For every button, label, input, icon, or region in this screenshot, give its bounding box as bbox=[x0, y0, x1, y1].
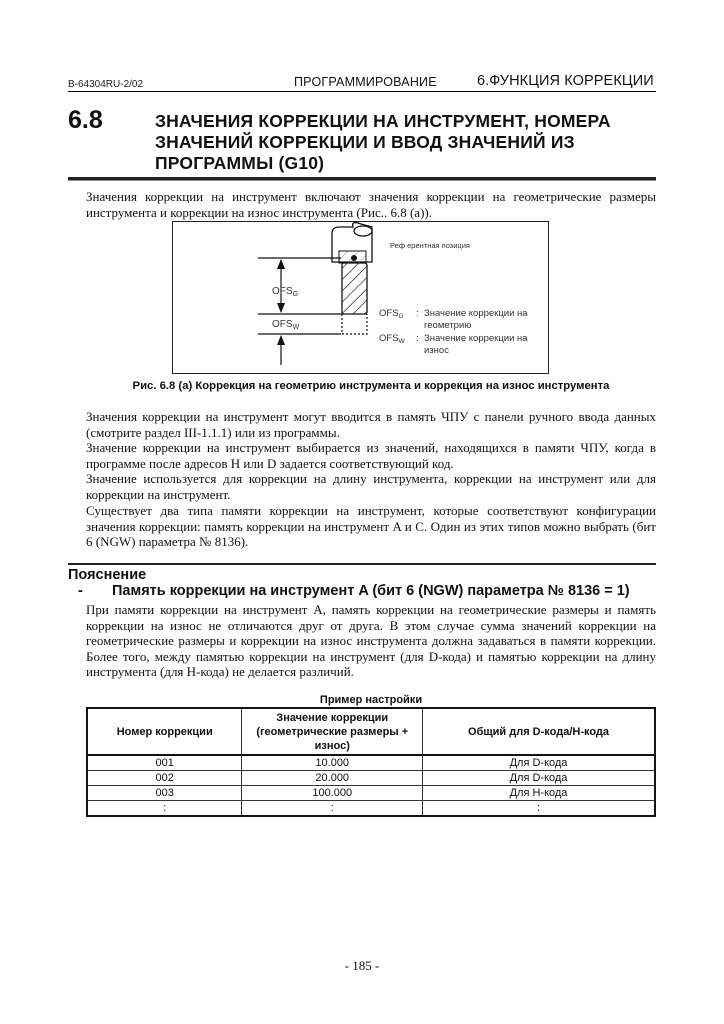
tool-holder-icon bbox=[332, 223, 372, 263]
code-usage-cell: Для H-кода bbox=[423, 786, 655, 801]
svg-text:Значение коррекции на: Значение коррекции на bbox=[424, 333, 528, 344]
document-code: B-64304RU-2/02 bbox=[68, 79, 144, 90]
section-rule bbox=[68, 177, 656, 181]
ofs-w-label: $OFS_W$ bbox=[272, 319, 300, 331]
reference-position-label: Реф ерентная позиция bbox=[390, 241, 470, 250]
chapter-title: 6.ФУНКЦИЯ КОРРЕКЦИИ bbox=[477, 73, 654, 89]
svg-text:OFSW: $OFS_W$ bbox=[379, 333, 405, 345]
body-paragraph: Значения коррекции на инструмент могут вводится в память ЧПУ с панели ручного ввода данных (смотрите раздел III-1.1.1) или из программы. bbox=[86, 409, 656, 440]
body-paragraph: Значение используется для коррекции на длину инструмента, коррекции на инструмент или для коррекции на инструмент. bbox=[86, 471, 656, 502]
explanation-heading: Пояснение bbox=[68, 567, 147, 583]
offset-number-cell: : bbox=[87, 801, 242, 817]
code-usage-cell: Для D-кода bbox=[423, 771, 655, 786]
offset-number-cell: 001 bbox=[87, 755, 242, 771]
ofs-g-label: $OFS_G$ bbox=[272, 286, 299, 298]
intro-paragraph: Значения коррекции на инструмент включают значения коррекции на геометрические размеры инструмента и коррекции на износ инструмента (Рис.. 6.8 (a)). bbox=[86, 189, 656, 220]
section-number: 6.8 bbox=[68, 106, 103, 134]
section-title-line: ЗНАЧЕНИЯ КОРРЕКЦИИ НА ИНСТРУМЕНТ, НОМЕРА bbox=[155, 111, 611, 131]
bullet-dash: - bbox=[78, 583, 83, 599]
diagram-legend bbox=[379, 308, 528, 356]
subheading-text: Память коррекции на инструмент A (бит 6 (NGW) параметра № 8136 = 1) bbox=[112, 583, 630, 599]
column-header: Значение коррекции (геометрические размеры + износ) bbox=[242, 708, 423, 755]
svg-text::: : bbox=[416, 308, 419, 319]
settings-table bbox=[86, 707, 656, 817]
table-row bbox=[87, 801, 655, 817]
offset-number-cell: 002 bbox=[87, 771, 242, 786]
offset-value-cell: 100.000 bbox=[242, 786, 423, 801]
svg-text:геометрию: геометрию bbox=[424, 320, 472, 331]
column-header: Общий для D-кода/H-кода bbox=[423, 708, 655, 755]
body-paragraph: Существует два типа памяти коррекции на инструмент, которые соответствуют конфигурации значения коррекции: память коррекции на инструмент A и C. Один из этих типов можно выбрать (бит 6 (NGW) параметра № 8136). bbox=[86, 503, 656, 550]
figure-caption: Рис. 6.8 (a) Коррекция на геометрию инструмента и коррекция на износ инструмента bbox=[132, 380, 610, 392]
header-rule bbox=[68, 91, 656, 92]
table-caption: Пример настройки bbox=[319, 694, 423, 706]
explanation-subheading bbox=[78, 583, 630, 599]
offset-number-cell: 003 bbox=[87, 786, 242, 801]
offset-value-cell: : bbox=[242, 801, 423, 817]
column-header: Номер коррекции bbox=[87, 708, 242, 755]
svg-text:OFSG: $OFS_G$ bbox=[379, 308, 404, 320]
table-header-row bbox=[87, 708, 655, 755]
svg-text:износ: износ bbox=[424, 345, 449, 356]
section-title bbox=[155, 111, 655, 174]
section-title-line: ЗНАЧЕНИЙ КОРРЕКЦИИ И ВВОД ЗНАЧЕНИЙ ИЗ bbox=[155, 132, 575, 152]
offset-value-cell: 10.000 bbox=[242, 755, 423, 771]
tool-offset-diagram bbox=[173, 222, 548, 373]
table-row bbox=[87, 755, 655, 771]
explanation-paragraph: При памяти коррекции на инструмент A, память коррекции на геометрические размеры и память коррекции на износ не отличаются друг от друга. В этом случае сумма значений коррекции на геометрические размеры и коррекции на износ инструмента должна задаваться в памяти коррекции. Более того, между памятью коррекции на инструмент (для D-кода) и памятью коррекции на длину инструмента (для H-кода) не делается различий. bbox=[86, 602, 656, 680]
page-number: - 185 - bbox=[344, 958, 380, 973]
table-row bbox=[87, 771, 655, 786]
offset-value-cell: 20.000 bbox=[242, 771, 423, 786]
code-usage-cell: : bbox=[423, 801, 655, 817]
table-row bbox=[87, 786, 655, 801]
part-title: ПРОГРАММИРОВАНИЕ bbox=[294, 75, 437, 89]
code-usage-cell: Для D-кода bbox=[423, 755, 655, 771]
body-paragraph: Значение коррекции на инструмент выбирается из значений, находящихся в памяти ЧПУ, когда в программе после адресов H или D задается соответствующий код. bbox=[86, 440, 656, 471]
tool-body-icon bbox=[342, 263, 367, 334]
explanation-rule bbox=[68, 563, 656, 565]
svg-text:Значение коррекции на: Значение коррекции на bbox=[424, 308, 528, 319]
section-title-line: ПРОГРАММЫ (G10) bbox=[155, 153, 325, 173]
figure-diagram bbox=[172, 221, 549, 374]
svg-text::: : bbox=[416, 333, 419, 344]
